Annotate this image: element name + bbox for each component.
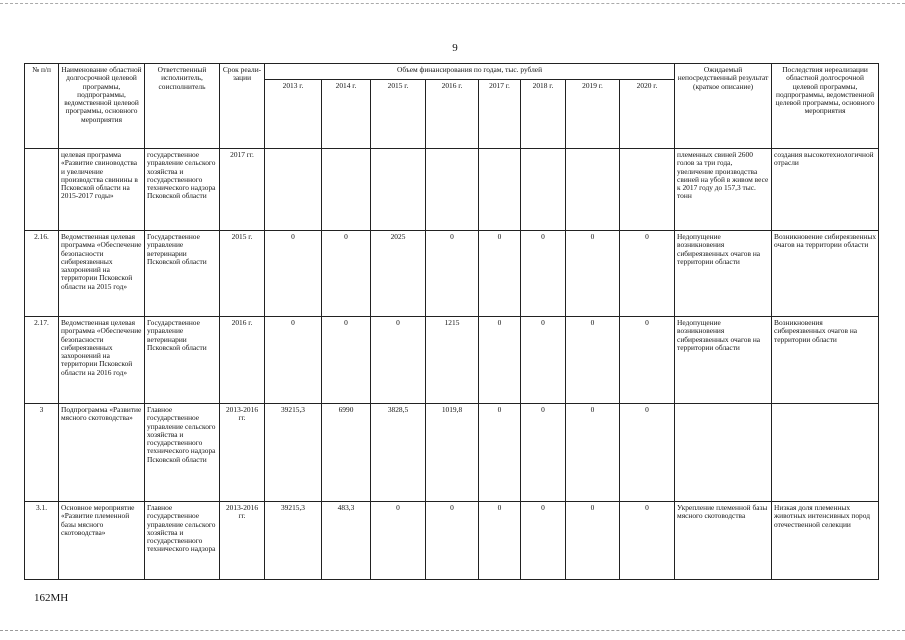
table-row xyxy=(25,502,879,580)
row-value: 2025 xyxy=(371,231,426,317)
header-year: 2013 г. xyxy=(265,80,322,149)
row-value: 6990 xyxy=(322,404,371,502)
row-value: 0 xyxy=(566,502,620,580)
row-executor: Государственное управление ветеринарии Псковской области xyxy=(145,317,220,404)
row-num xyxy=(25,149,59,231)
row-value: 483,3 xyxy=(322,502,371,580)
row-value: 1019,8 xyxy=(426,404,479,502)
row-value: 0 xyxy=(265,231,322,317)
header-year: 2014 г. xyxy=(322,80,371,149)
header-name: Наименование областной долгосрочной целевой программы, подпрограммы, ведомственной целевой программы, основного мероприятия xyxy=(59,64,145,149)
row-value xyxy=(322,149,371,231)
row-num: 2.17. xyxy=(25,317,59,404)
page-number: 9 xyxy=(452,42,458,54)
header-year: 2016 г. xyxy=(426,80,479,149)
header-year: 2018 г. xyxy=(521,80,566,149)
row-value xyxy=(521,149,566,231)
row-value: 39215,3 xyxy=(265,502,322,580)
row-num: 3.1. xyxy=(25,502,59,580)
row-term: 2016 г. xyxy=(220,317,265,404)
row-num: 3 xyxy=(25,404,59,502)
row-value: 0 xyxy=(521,317,566,404)
row-value: 0 xyxy=(479,404,521,502)
row-value xyxy=(620,149,675,231)
row-name: Подпрограмма «Развитие мясного скотоводства» xyxy=(59,404,145,502)
row-name: Ведомственная целевая программа «Обеспечение безопасности сибиреязвенных захоронений на территории Псковской области на 2015 год» xyxy=(59,231,145,317)
row-consequence: Низкая доля племенных животных интенсивных пород отечественной селекции xyxy=(772,502,879,580)
row-value: 0 xyxy=(566,404,620,502)
row-value: 0 xyxy=(322,317,371,404)
header-term: Срок реали-зации xyxy=(220,64,265,149)
row-executor: Главное государственное управление сельского хозяйства и государственного технического надзора xyxy=(145,502,220,580)
row-value xyxy=(426,149,479,231)
row-value: 0 xyxy=(426,502,479,580)
row-result: Недопущение возникновения сибиреязвенных очагов на территории области xyxy=(675,231,772,317)
funding-table xyxy=(24,63,879,580)
header-num: № п/п xyxy=(25,64,59,149)
row-value xyxy=(479,149,521,231)
row-value: 0 xyxy=(371,317,426,404)
row-value: 0 xyxy=(479,317,521,404)
row-name: целевая программа «Развитие свиноводства и увеличение производства свинины в Псковской области на 2015-2017 годы» xyxy=(59,149,145,231)
row-value: 0 xyxy=(620,502,675,580)
header-year: 2020 г. xyxy=(620,80,675,149)
header-result: Ожидаемый непосредственный результат (краткое описание) xyxy=(675,64,772,149)
header-funding: Объем финансирования по годам, тыс. рублей xyxy=(265,64,675,80)
header-executor: Ответственный исполнитель, соисполнитель xyxy=(145,64,220,149)
row-value: 1215 xyxy=(426,317,479,404)
row-term: 2013-2016 гг. xyxy=(220,404,265,502)
row-value: 0 xyxy=(479,502,521,580)
scan-edge-bottom xyxy=(0,630,905,631)
table-row xyxy=(25,317,879,404)
row-value: 0 xyxy=(521,502,566,580)
header-consequence: Последствия нереализации областной долгосрочной целевой программы, подпрограммы, ведомственной целевой программы, основного мероприятия xyxy=(772,64,879,149)
row-term: 2013-2016 гг. xyxy=(220,502,265,580)
table-row xyxy=(25,404,879,502)
document-code: 162МН xyxy=(34,592,69,604)
row-value: 0 xyxy=(426,231,479,317)
row-name: Основное мероприятие «Развитие племенной базы мясного скотоводства» xyxy=(59,502,145,580)
row-executor: Главное государственное управление сельского хозяйства и государственного технического надзора Псковской области xyxy=(145,404,220,502)
row-result xyxy=(675,404,772,502)
row-executor: Государственное управление ветеринарии Псковской области xyxy=(145,231,220,317)
row-name: Ведомственная целевая программа «Обеспечение безопасности сибиреязвенных захоронений на территории Псковской области на 2016 год» xyxy=(59,317,145,404)
row-value: 0 xyxy=(620,317,675,404)
table-row xyxy=(25,231,879,317)
row-value: 3828,5 xyxy=(371,404,426,502)
row-result: Недопущение возникновения сибиреязвенных очагов на территории области xyxy=(675,317,772,404)
row-consequence xyxy=(772,404,879,502)
row-value: 0 xyxy=(371,502,426,580)
row-consequence: создания высокотехнологичной отрасли xyxy=(772,149,879,231)
row-value: 0 xyxy=(521,404,566,502)
row-value xyxy=(566,149,620,231)
row-executor: государственное управление сельского хозяйства и государственного технического надзора Псковской области xyxy=(145,149,220,231)
row-value: 0 xyxy=(265,317,322,404)
row-value: 0 xyxy=(566,317,620,404)
row-term: 2017 гг. xyxy=(220,149,265,231)
header-year: 2019 г. xyxy=(566,80,620,149)
row-value: 0 xyxy=(566,231,620,317)
row-value xyxy=(265,149,322,231)
scan-edge-top xyxy=(0,3,905,4)
row-term: 2015 г. xyxy=(220,231,265,317)
row-consequence: Возникновения сибиреязвенных очагов на территории области xyxy=(772,317,879,404)
row-value: 0 xyxy=(322,231,371,317)
row-value: 39215,3 xyxy=(265,404,322,502)
row-result: племенных свиней 2600 голов за три года, увеличение производства свиней на убой в живом весе к 2017 году до 157,3 тыс. тонн xyxy=(675,149,772,231)
row-value: 0 xyxy=(479,231,521,317)
row-value: 0 xyxy=(521,231,566,317)
row-value: 0 xyxy=(620,231,675,317)
row-value xyxy=(371,149,426,231)
table-row xyxy=(25,149,879,231)
row-result: Укрепление племенной базы мясного скотоводства xyxy=(675,502,772,580)
row-consequence: Возникновение сибиреязвенных очагов на территории области xyxy=(772,231,879,317)
row-num: 2.16. xyxy=(25,231,59,317)
header-year: 2015 г. xyxy=(371,80,426,149)
row-value: 0 xyxy=(620,404,675,502)
header-year: 2017 г. xyxy=(479,80,521,149)
